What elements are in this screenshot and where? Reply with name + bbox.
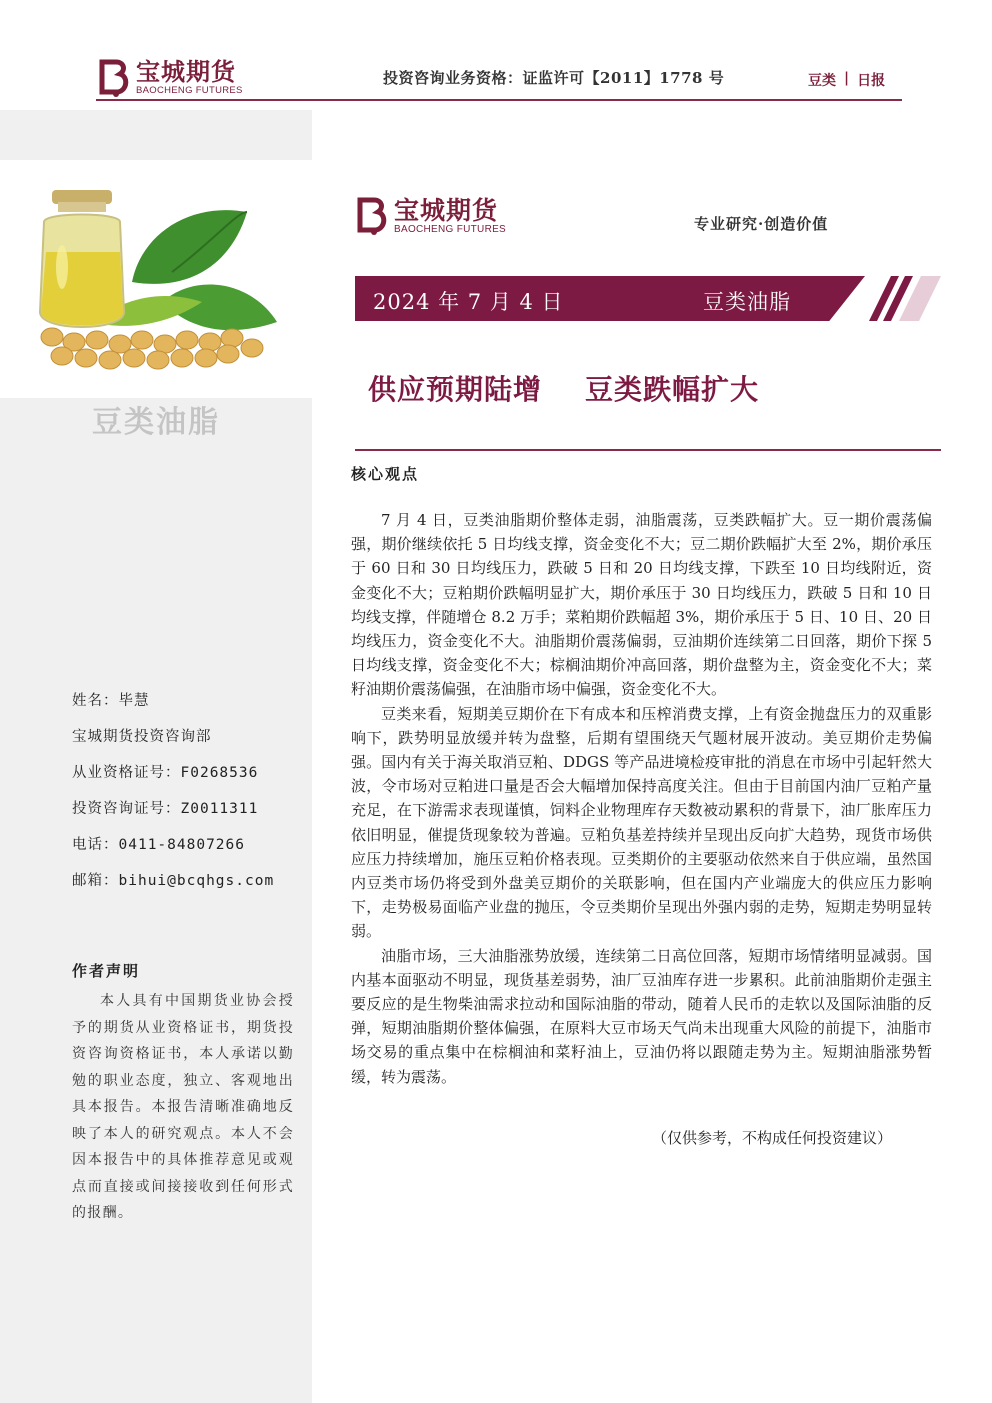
category-separator: | <box>844 70 850 86</box>
body-paragraph: 7 月 4 日，豆类油脂期价整体走弱，油脂震荡，豆类跌幅扩大。豆一期价震荡偏强，期价继续依托 5 日均线支撑，资金变化不大；豆二期价跌幅扩大至 2%，期价承压于 60 日和 30 日均线压力，跌破 5 日和 20 日均线支撑，下跌至 10 日均线附近，资金变化不大；豆粕期价跌幅明显扩大，期价承压于 30 日均线压力，跌破 5 日和 10 日均线支撑，伴随增仓 8.2 万手；菜粕期价跌幅超 3%，期价承压于 5 日、10 日、20 日均线压力，资金变化不大。油脂期价震荡偏弱，豆油期价连续第二日回落，期价下探 5 日均线支撑，资金变化不大；棕榈油期价冲高回落，期价盘整为主，资金变化不大；菜籽油期价震荡偏强，在油脂市场中偏强，资金变化不大。 <box>351 511 932 699</box>
body-paragraph: 油脂市场，三大油脂涨势放缓，连续第二日高位回落，短期市场情绪明显减弱。国内基本面驱动不明显，现货基差弱势，油厂豆油库存进一步累积。此前油脂期价走强主要反应的是生物柴油需求拉动和国际油脂的带动，随着人民币的走软以及国际油脂的反弹，短期油脂期价整体偏强，在原料大豆市场天气尚未出现重大风险的前提下，油脂市场交易的重点集中在棕榈油和菜籽油上，豆油仍将以跟随走势为主。短期油脂涨势暂缓，转为震荡。 <box>351 946 932 1086</box>
analyst-name: 姓名：毕慧 <box>72 693 150 709</box>
banner-category: 豆类油脂 <box>703 290 791 314</box>
practice-license: 从业资格证号：F0268536 <box>72 765 259 781</box>
analyst-contact <box>72 690 274 906</box>
title-divider <box>355 449 941 451</box>
main-company-logo <box>354 196 506 236</box>
consulting-license: 投资咨询证号：Z0011311 <box>72 801 259 817</box>
banner-stripes-decoration <box>855 276 941 321</box>
logo-cn: 宝城期货 <box>136 58 236 86</box>
body-paragraph: 豆类来看，短期美豆期价在下有成本和压榨消费支撑，上有资金抛盘压力的双重影响下，跌势明显放缓并转为盘整，后期有望围绕天气题材展开波动。美豆期价走势偏强。国内有关于海关取消豆粕、DDGS 等产品进境检疫审批的消息在市场中引起轩然大波，令市场对豆粕进口量是否会大幅增加保持高度关注。但由于目前国内油厂豆粕产量充足，在下游需求表现谨慎，饲料企业物理库存天数被动累积的背景下，油厂胀库压力依旧明显，催提货现象较为普遍。豆粕负基差持续并呈现出反向扩大趋势，现货市场供应压力持续增加，施压豆粕价格表现。豆类期价的主要驱动依然来自于供应端，虽然国内豆类市场仍将受到外盘美豆期价的关联影响，但在国内产业端庞大的供应压力影响下，走势极易面临产业盘的抛压，令豆类期价呈现出外强内弱的走势，短期走势明显转弱。 <box>351 704 932 941</box>
soybean-oil-image <box>22 172 292 372</box>
report-title: 供应预期陆增 豆类跌幅扩大 <box>368 373 759 406</box>
report-type-label: 日报 <box>857 73 886 89</box>
report-category <box>808 70 885 90</box>
report-banner <box>355 276 941 321</box>
logo-en: BAOCHENG FUTURES <box>136 85 243 96</box>
core-view-heading: 核心观点 <box>351 465 420 483</box>
qualification-text: 投资咨询业务资格：证监许可【2011】1778 号 <box>383 69 725 87</box>
analyst-phone: 电话：0411-84807266 <box>72 837 245 853</box>
category-label: 豆类 <box>808 73 836 89</box>
declaration-text: 本人具有中国期货业协会授予的期货从业资格证书，期货投资咨询资格证书，本人承诺以勤勉的职业态度，独立、客观地出具本报告。本报告清晰准确地反映了本人的研究观点。本人不会因本报告中的具体推荐意见或观点而直接或间接接收到任何形式的报酬。 <box>72 993 294 1221</box>
report-body <box>351 508 932 1089</box>
company-logo <box>96 58 243 98</box>
declaration-title: 作者声明 <box>72 962 141 980</box>
slogan: 专业研究·创造价值 <box>694 215 829 233</box>
logo-cn: 宝城期货 <box>394 195 499 225</box>
header-divider <box>96 99 902 101</box>
logo-mark-icon <box>354 196 390 236</box>
logo-en: BAOCHENG FUTURES <box>394 223 507 235</box>
logo-mark-icon <box>96 58 132 98</box>
report-date: 2024 年 7 月 4 日 <box>373 290 564 314</box>
analyst-email: 邮箱：bihui@bcqhgs.com <box>72 873 275 889</box>
sidebar-category-title: 豆类油脂 <box>92 405 220 440</box>
analyst-department: 宝城期货投资咨询部 <box>72 729 212 745</box>
investment-disclaimer: （仅供参考，不构成任何投资建议） <box>652 1129 893 1147</box>
page-header <box>0 0 992 110</box>
